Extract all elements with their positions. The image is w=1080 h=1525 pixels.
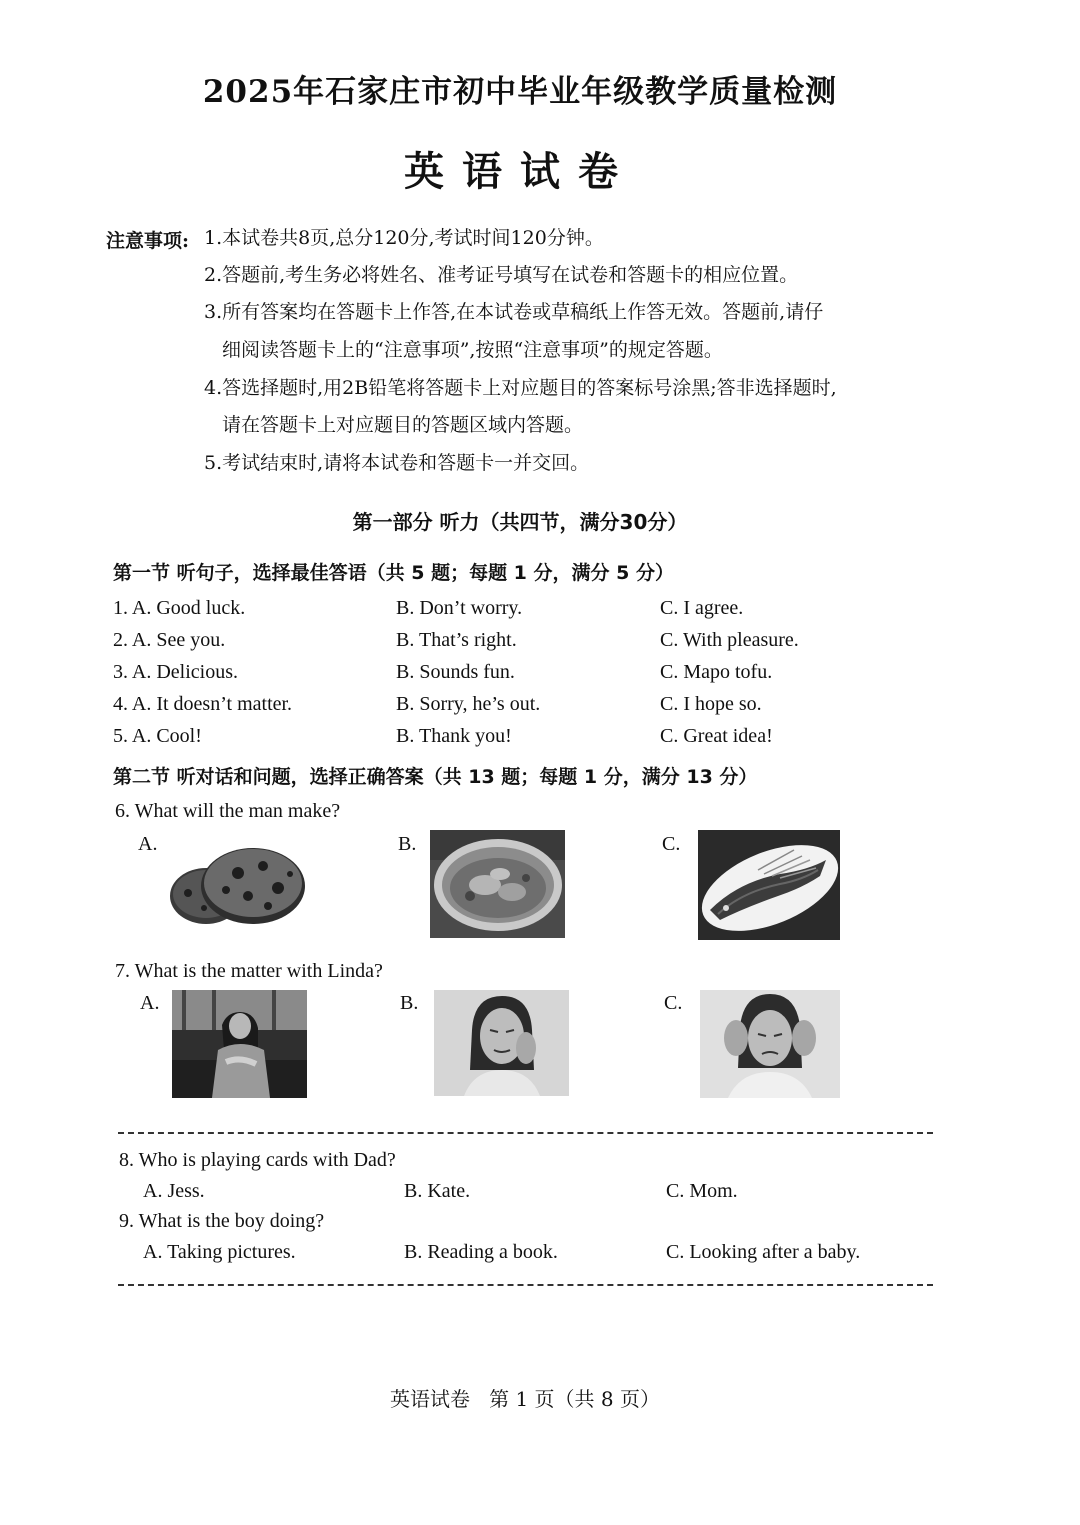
part1-title: 第一部分 听力（共四节，满分30分） <box>352 510 688 534</box>
soup-bowl-photo <box>430 830 565 938</box>
notice-line-4: 4.答选择题时,用2B铅笔将答题卡上对应题目的答案标号涂黑;答非选择题时, <box>204 377 837 399</box>
notice-line-3-cont: 细阅读答题卡上的“注意事项”,按照“注意事项”的规定答题。 <box>222 339 723 361</box>
dashed-divider-bottom <box>118 1284 933 1286</box>
q7-label-b: B. <box>400 992 419 1014</box>
notice-line-1: 1.本试卷共8页,总分120分,考试时间120分钟。 <box>204 227 604 249</box>
q9-option-a: A. Taking pictures. <box>143 1241 296 1263</box>
q8-option-b: B. Kate. <box>404 1180 471 1202</box>
q7-text: 7. What is the matter with Linda? <box>115 960 383 982</box>
page-footer: 英语试卷 第 1 页（共 8 页） <box>390 1387 660 1411</box>
notice-line-2: 2.答题前,考生务必将姓名、准考证号填写在试卷和答题卡的相应位置。 <box>204 264 799 286</box>
cookies-photo <box>168 838 308 928</box>
q4-option-a: 4. A. It doesn’t matter. <box>113 693 293 715</box>
q1-option-a: 1. A. Good luck. <box>113 597 246 619</box>
section1-title: 第一节 听句子，选择最佳答语（共 5 题；每题 1 分，满分 5 分） <box>113 562 674 584</box>
q2-option-a: 2. A. See you. <box>113 629 226 651</box>
q6-label-a: A. <box>138 833 158 855</box>
q4-option-c: C. I hope so. <box>660 693 762 715</box>
notice-line-5: 5.考试结束时,请将本试卷和答题卡一并交回。 <box>204 452 590 474</box>
q4-option-b: B. Sorry, he’s out. <box>396 693 541 715</box>
toothache-photo <box>434 990 569 1096</box>
q3-option-a: 3. A. Delicious. <box>113 661 238 683</box>
q8-option-a: A. Jess. <box>143 1180 205 1202</box>
q8-option-c: C. Mom. <box>666 1180 738 1202</box>
dashed-divider-top <box>118 1132 933 1134</box>
q2-option-b: B. That’s right. <box>396 629 517 651</box>
q7-label-c: C. <box>664 992 683 1014</box>
q9-text: 9. What is the boy doing? <box>119 1210 325 1232</box>
exam-subtitle: 英语试卷 <box>404 148 636 195</box>
q6-label-c: C. <box>662 833 681 855</box>
q5-option-b: B. Thank you! <box>396 725 512 747</box>
exam-title: 2025年石家庄市初中毕业年级教学质量检测 <box>202 74 838 110</box>
stomachache-photo <box>172 990 307 1098</box>
section2-title: 第二节 听对话和问题，选择正确答案（共 13 题；每题 1 分，满分 13 分） <box>113 766 758 788</box>
q6-text: 6. What will the man make? <box>115 800 341 822</box>
q3-option-b: B. Sounds fun. <box>396 661 515 683</box>
q8-text: 8. Who is playing cards with Dad? <box>119 1149 396 1171</box>
q1-option-c: C. I agree. <box>660 597 744 619</box>
notice-label: 注意事项: <box>106 230 190 252</box>
q7-label-a: A. <box>140 992 160 1014</box>
notice-line-4-cont: 请在答题卡上对应题目的答题区域内答题。 <box>222 414 584 436</box>
q9-option-b: B. Reading a book. <box>404 1241 558 1263</box>
q6-label-b: B. <box>398 833 417 855</box>
q3-option-c: C. Mapo tofu. <box>660 661 773 683</box>
notice-line-3: 3.所有答案均在答题卡上作答,在本试卷或草稿纸上作答无效。答题前,请仔 <box>204 301 824 323</box>
fish-dish-photo <box>698 830 840 940</box>
q5-option-a: 5. A. Cool! <box>113 725 202 747</box>
q1-option-b: B. Don’t worry. <box>396 597 523 619</box>
headache-photo <box>700 990 840 1098</box>
q2-option-c: C. With pleasure. <box>660 629 799 651</box>
q9-option-c: C. Looking after a baby. <box>666 1241 861 1263</box>
q5-option-c: C. Great idea! <box>660 725 773 747</box>
